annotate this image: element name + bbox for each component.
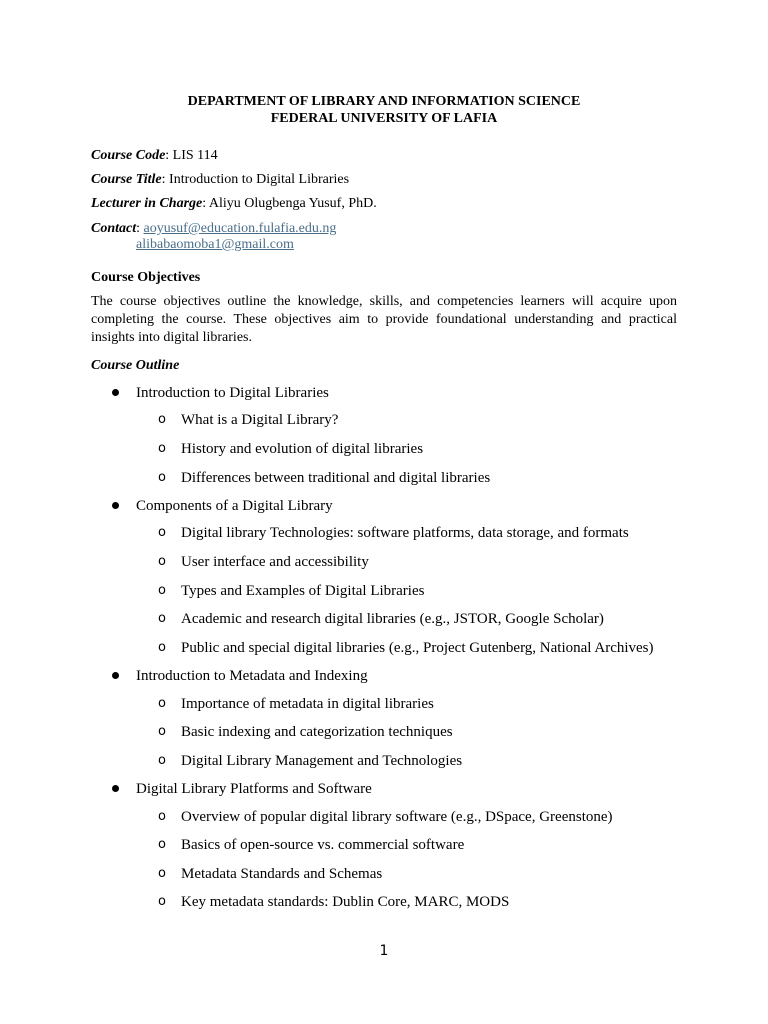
bullet-icon [112,785,119,792]
course-title-value: : Introduction to Digital Libraries [161,172,350,187]
circle-bullet-icon: o [158,470,166,485]
circle-bullet-icon: o [158,554,166,569]
course-code-line [91,147,218,164]
course-title-line [91,171,349,188]
circle-bullet-icon: o [158,441,166,456]
circle-bullet-icon: o [158,412,166,427]
circle-bullet-icon: o [158,753,166,768]
outline-item: Basic indexing and categorization techniques [181,724,453,740]
outline-item: Digital Library Management and Technologies [181,753,463,769]
circle-bullet-icon: o [158,696,166,711]
outline-heading: Course Outline [91,358,180,373]
email-link-1[interactable]: aoyusuf@education.fulafia.edu.ng [143,221,337,236]
course-code-value: : LIS 114 [165,148,218,163]
outline-item: Academic and research digital libraries (e.g., JSTOR, Google Scholar) [181,611,604,627]
contact-separator: : [136,221,144,236]
bullet-icon [112,502,119,509]
outline-item: Basics of open-source vs. commercial software [181,837,465,853]
circle-bullet-icon: o [158,583,166,598]
outline-section-title: Components of a Digital Library [136,498,333,514]
objectives-paragraph: The course objectives outline the knowledge, skills, and competencies learners will acquire upon completing the course. These objectives aim to provide foundational understanding and practical insights into digital libraries. [91,294,677,345]
lecturer-value: : Aliyu Olugbenga Yusuf, PhD. [202,196,377,211]
contact-line [91,220,336,237]
university-title: FEDERAL UNIVERSITY OF LAFIA [270,111,498,126]
outline-item: History and evolution of digital libraries [181,441,424,457]
bullet-icon [112,389,119,396]
circle-bullet-icon: o [158,724,166,739]
contact-label: Contact [91,221,137,236]
outline-item: Overview of popular digital library software (e.g., DSpace, Greenstone) [181,809,613,825]
department-title: DEPARTMENT OF LIBRARY AND INFORMATION SCIENCE [187,94,581,109]
course-code-label: Course Code [91,148,166,163]
lecturer-line [91,195,377,212]
outline-item: Differences between traditional and digital libraries [181,470,491,486]
course-title-label: Course Title [91,172,162,187]
objectives-heading: Course Objectives [91,270,201,285]
outline-item: User interface and accessibility [181,554,369,570]
outline-item: Public and special digital libraries (e.g., Project Gutenberg, National Archives) [181,640,654,656]
circle-bullet-icon: o [158,866,166,881]
contact-line-2 [136,236,294,253]
outline-section-title: Digital Library Platforms and Software [136,781,372,797]
circle-bullet-icon: o [158,525,166,540]
outline-section-title: Introduction to Metadata and Indexing [136,668,368,684]
outline-section-title: Introduction to Digital Libraries [136,385,329,401]
outline-item: Importance of metadata in digital libraries [181,696,434,712]
outline-item: Digital library Technologies: software platforms, data storage, and formats [181,525,629,541]
circle-bullet-icon: o [158,611,166,626]
outline-item: What is a Digital Library? [181,412,339,428]
bullet-icon [112,672,119,679]
outline-item: Key metadata standards: Dublin Core, MARC, MODS [181,894,510,910]
lecturer-label: Lecturer in Charge [91,196,203,211]
email-link-2[interactable]: alibabaomoba1@gmail.com [136,237,294,252]
circle-bullet-icon: o [158,809,166,824]
circle-bullet-icon: o [158,894,166,909]
outline-item: Metadata Standards and Schemas [181,866,383,882]
page-number: 1 [379,943,389,959]
circle-bullet-icon: o [158,837,166,852]
circle-bullet-icon: o [158,640,166,655]
outline-item: Types and Examples of Digital Libraries [181,583,425,599]
